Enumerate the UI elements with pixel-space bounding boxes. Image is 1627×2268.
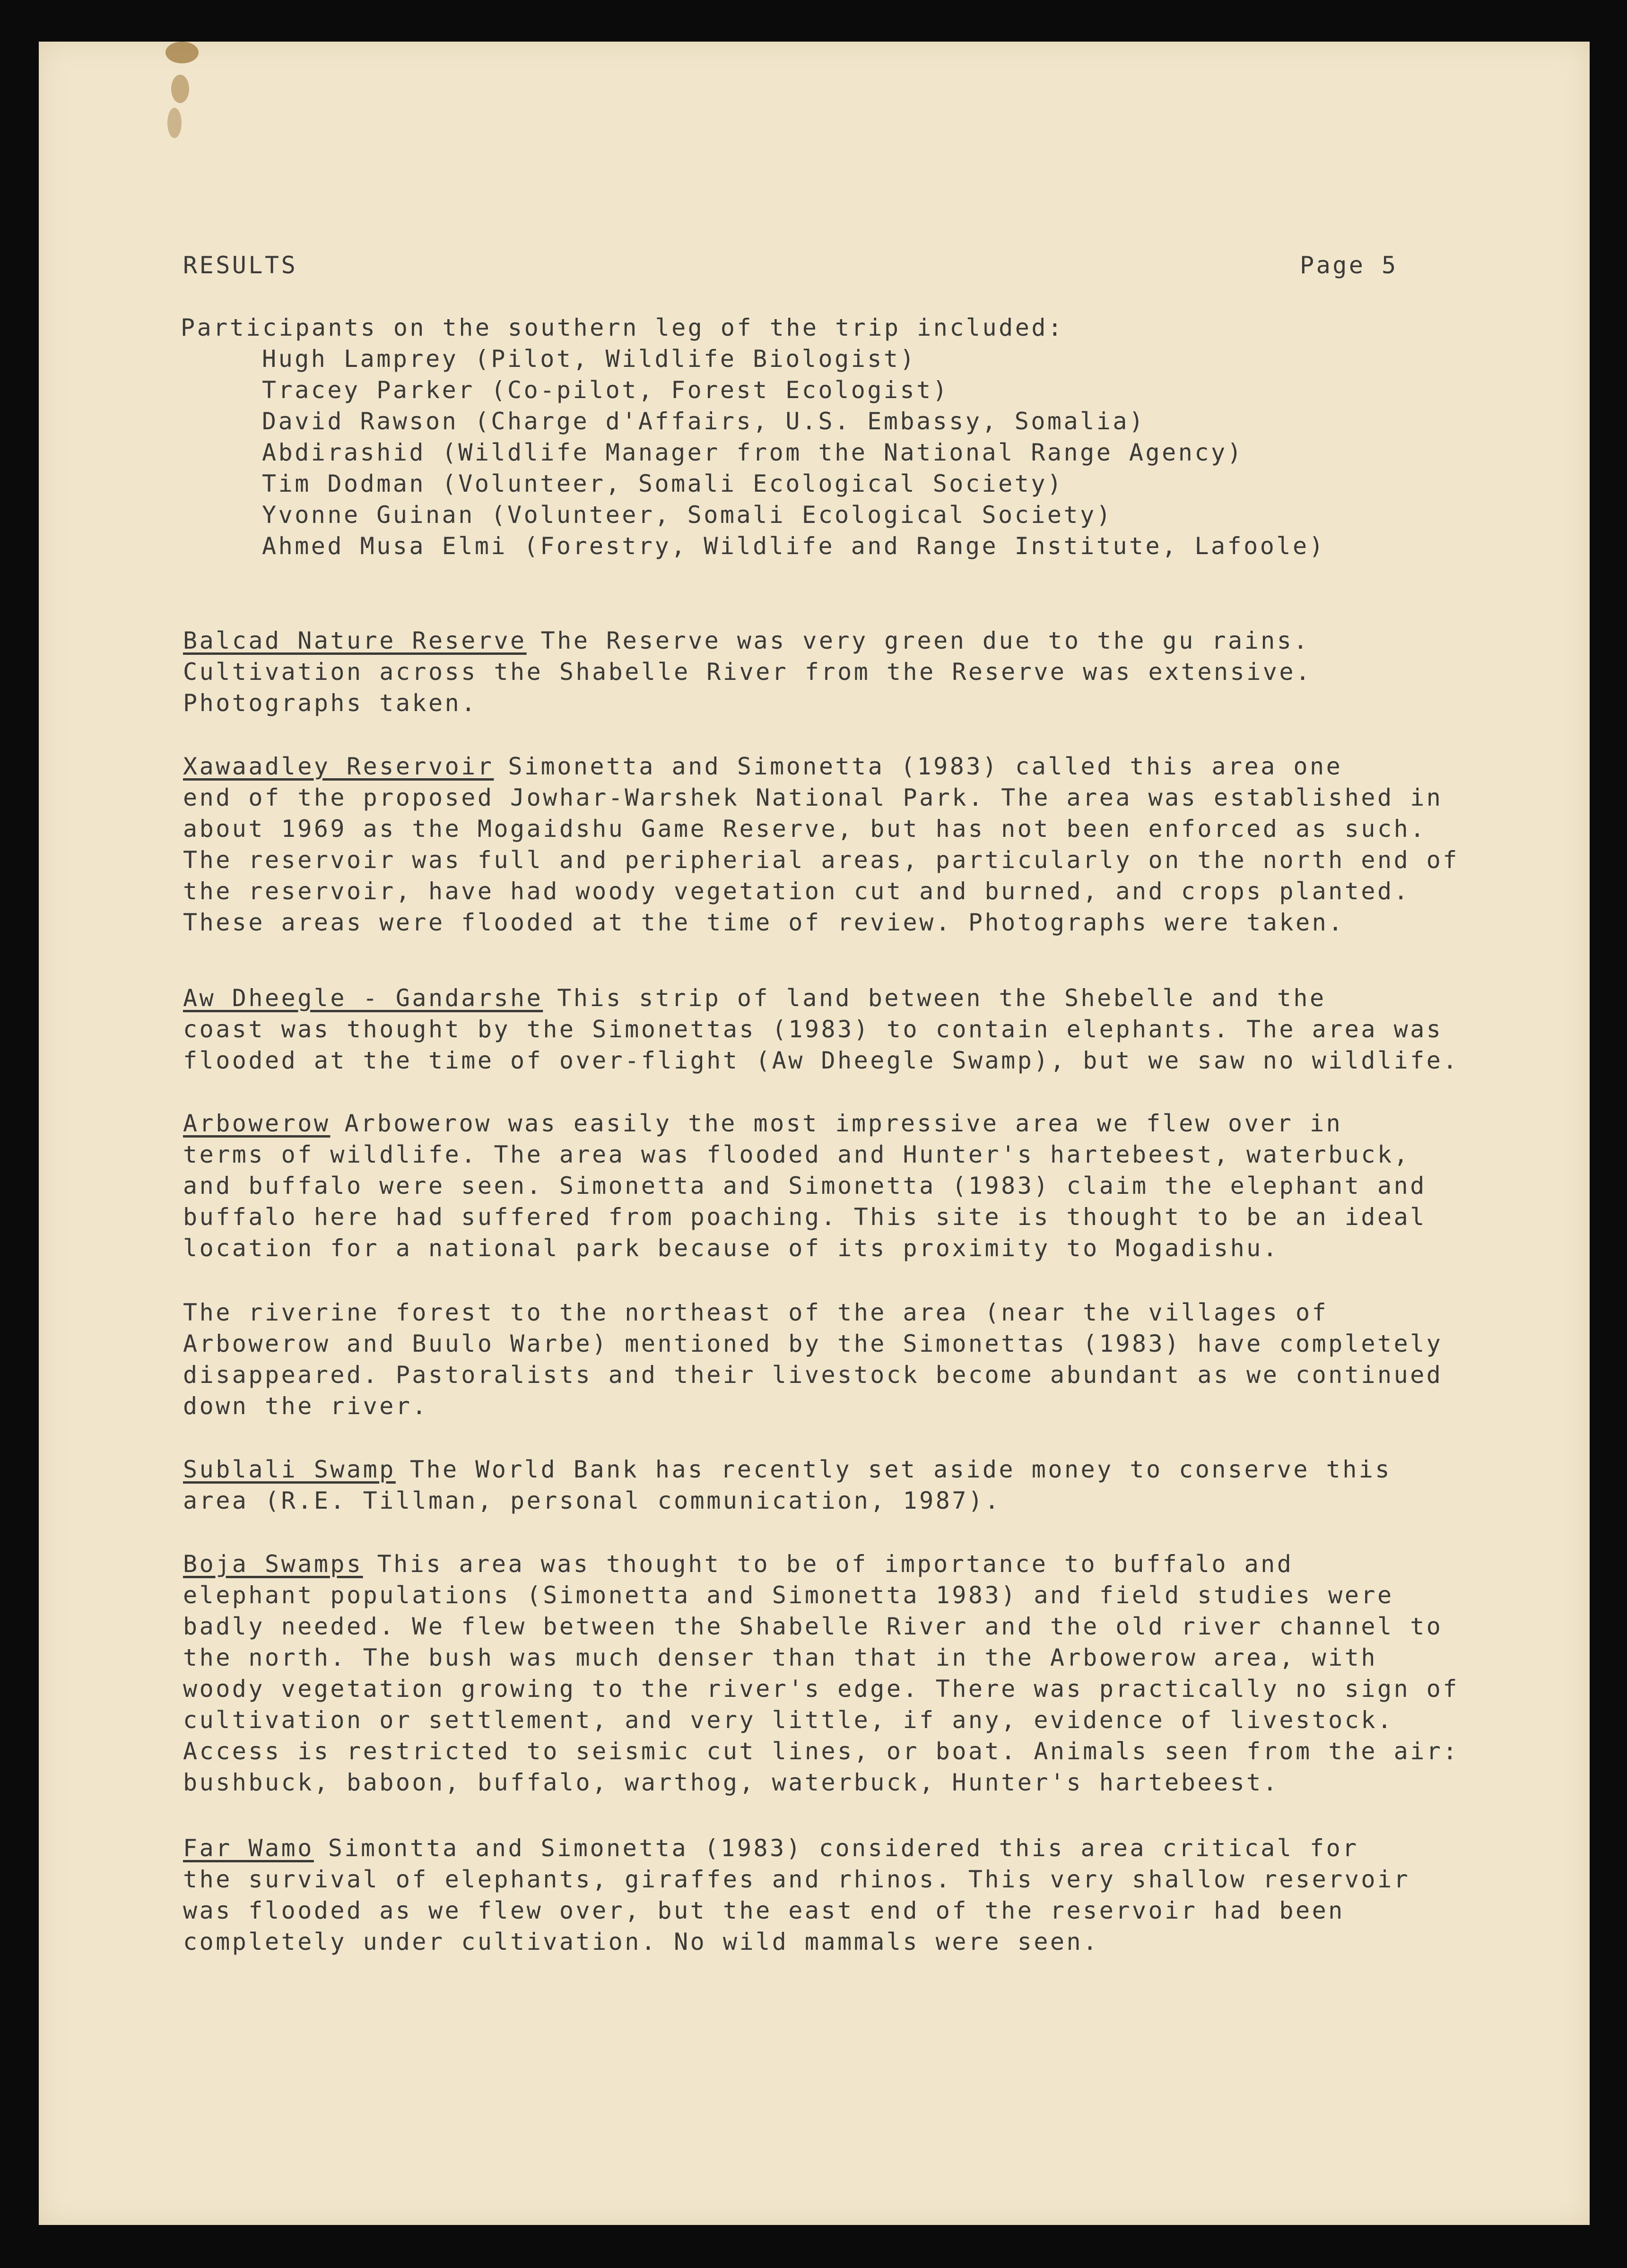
section-line: elephant populations (Simonetta and Simonetta 1983) and field studies were: [183, 1582, 1394, 1609]
section-heading: Balcad Nature Reserve: [183, 627, 527, 654]
section-heading: Boja Swamps: [183, 1550, 363, 1578]
section-line: Simonetta and Simonetta (1983) called this area one: [508, 753, 1343, 780]
section-line: woody vegetation growing to the river's edge. There was practically no sign of: [183, 1675, 1459, 1703]
section-line: flooded at the time of over-flight (Aw Dheegle Swamp), but we saw no wildlife.: [183, 1047, 1459, 1074]
participants-list: [262, 343, 1325, 562]
section-aw-dheegle: [183, 982, 1583, 1076]
section-line: the reservoir, have had woody vegetation cut and burned, and crops planted.: [183, 878, 1410, 905]
section-line: was flooded as we flew over, but the east end of the reservoir had been: [183, 1897, 1345, 1924]
section-arbowerow: [183, 1108, 1583, 1264]
section-heading: Arbowerow: [183, 1110, 331, 1137]
section-line: Simontta and Simonetta (1983) considered this area critical for: [328, 1834, 1359, 1862]
section-line: This strip of land between the Shebelle and the: [557, 984, 1326, 1012]
section-balcad: [183, 625, 1583, 719]
section-sublali: [183, 1454, 1583, 1516]
section-line: area (R.E. Tillman, personal communication, 1987).: [183, 1487, 1001, 1514]
section-far-wamo: [183, 1833, 1583, 1957]
section-line: This area was thought to be of importance to buffalo and: [377, 1550, 1294, 1578]
participant: David Rawson (Charge d'Affairs, U.S. Embassy, Somalia): [262, 408, 1146, 435]
section-heading: Aw Dheegle - Gandarshe: [183, 984, 543, 1012]
section-line: badly needed. We flew between the Shabelle River and the old river channel to: [183, 1613, 1443, 1640]
section-line: These areas were flooded at the time of review. Photographs were taken.: [183, 909, 1345, 936]
section-line: The riverine forest to the northeast of the area (near the villages of: [183, 1299, 1329, 1326]
participant: Ahmed Musa Elmi (Forestry, Wildlife and Range Institute, Lafoole): [262, 532, 1326, 560]
participant: Tracey Parker (Co-pilot, Forest Ecologist): [262, 376, 949, 404]
section-boja: [183, 1548, 1583, 1798]
section-line: Arbowerow and Buulo Warbe) mentioned by the Simonettas (1983) have completely: [183, 1330, 1443, 1357]
section-line: the north. The bush was much denser than that in the Arbowerow area, with: [183, 1644, 1377, 1671]
participant: Hugh Lamprey (Pilot, Wildlife Biologist): [262, 345, 917, 373]
section-riverine-forest: [183, 1297, 1583, 1422]
section-line: Cultivation across the Shabelle River from the Reserve was extensive.: [183, 658, 1312, 686]
section-line: coast was thought by the Simonettas (1983) to contain elephants. The area was: [183, 1016, 1443, 1043]
section-line: and buffalo were seen. Simonetta and Simonetta (1983) claim the elephant and: [183, 1172, 1427, 1199]
section-line: Photographs taken.: [183, 689, 478, 717]
section-line: Arbowerow was easily the most impressive area we flew over in: [344, 1110, 1343, 1137]
section-line: terms of wildlife. The area was flooded and Hunter's hartebeest, waterbuck,: [183, 1141, 1410, 1168]
section-line: about 1969 as the Mogaidshu Game Reserve, but has not been enforced as such.: [183, 815, 1427, 843]
section-heading: Far Wamo: [183, 1834, 314, 1862]
section-line: The reservoir was full and peripherial areas, particularly on the north end of: [183, 846, 1459, 874]
page-number: Page 5: [1300, 252, 1398, 279]
section-line: completely under cultivation. No wild mammals were seen.: [183, 1928, 1099, 1955]
participant: Yvonne Guinan (Volunteer, Somali Ecological Society): [262, 501, 1113, 529]
section-title: RESULTS: [183, 252, 298, 279]
typed-text: [39, 42, 1590, 2225]
participant: Tim Dodman (Volunteer, Somali Ecological Society): [262, 470, 1064, 497]
document-page: [39, 42, 1590, 2225]
section-line: disappeared. Pastoralists and their livestock become abundant as we continued: [183, 1361, 1443, 1389]
section-line: the survival of elephants, giraffes and rhinos. This very shallow reservoir: [183, 1866, 1410, 1893]
section-line: The Reserve was very green due to the gu rains.: [540, 627, 1310, 654]
section-line: The World Bank has recently set aside money to conserve this: [409, 1456, 1392, 1483]
participants-intro: Participants on the southern leg of the trip included:: [181, 314, 1064, 341]
section-xawaadley: [183, 751, 1583, 938]
section-heading: Sublali Swamp: [183, 1456, 396, 1483]
section-heading: Xawaadley Reservoir: [183, 753, 494, 780]
participant: Abdirashid (Wildlife Manager from the National Range Agency): [262, 439, 1244, 466]
section-line: end of the proposed Jowhar-Warshek National Park. The area was established in: [183, 784, 1443, 811]
section-line: down the river.: [183, 1392, 429, 1420]
section-line: location for a national park because of its proximity to Mogadishu.: [183, 1234, 1279, 1262]
section-line: Access is restricted to seismic cut lines, or boat. Animals seen from the air:: [183, 1738, 1459, 1765]
section-line: bushbuck, baboon, buffalo, warthog, waterbuck, Hunter's hartebeest.: [183, 1769, 1279, 1796]
section-line: cultivation or settlement, and very little, if any, evidence of livestock.: [183, 1706, 1394, 1734]
section-line: buffalo here had suffered from poaching. This site is thought to be an ideal: [183, 1203, 1427, 1231]
